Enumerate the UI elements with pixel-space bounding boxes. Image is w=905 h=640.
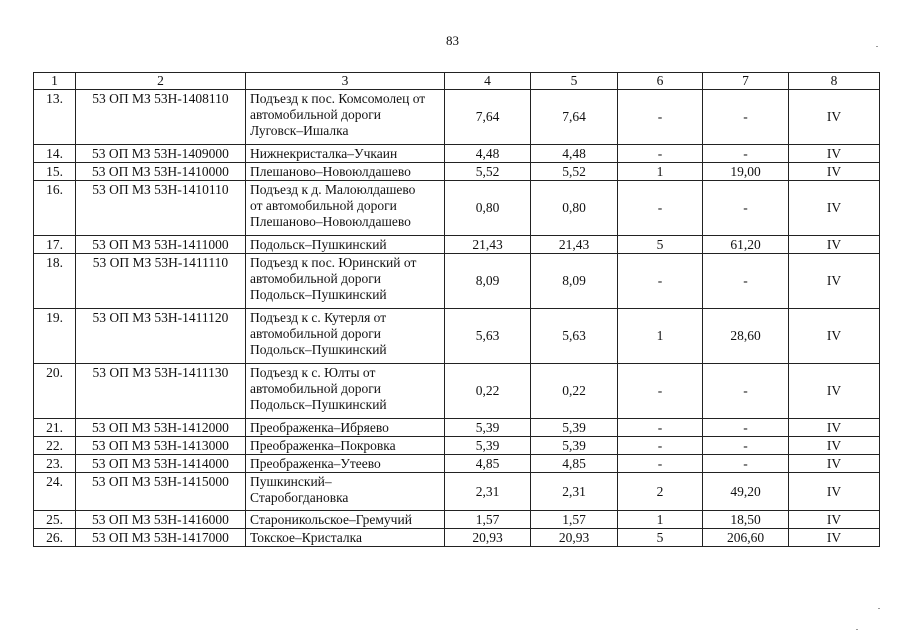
- table-row: [34, 364, 880, 419]
- bridge-count: 1: [618, 309, 703, 364]
- bridge-count: 5: [618, 236, 703, 254]
- row-number: 21.: [34, 419, 76, 437]
- road-name-line: Преображенка–Ибряево: [250, 420, 389, 435]
- road-code: 53 ОП МЗ 53Н-1411120: [76, 309, 246, 364]
- row-number: 13.: [34, 90, 76, 145]
- road-name: [246, 511, 445, 529]
- bridge-length: -: [703, 419, 789, 437]
- column-number: 3: [246, 73, 445, 90]
- road-length: 5,39: [445, 437, 531, 455]
- road-length: 20,93: [445, 529, 531, 547]
- row-number: 19.: [34, 309, 76, 364]
- table-row: [34, 455, 880, 473]
- road-category: IV: [789, 419, 880, 437]
- road-code: 53 ОП МЗ 53Н-1410110: [76, 181, 246, 236]
- row-number: 18.: [34, 254, 76, 309]
- regional-length: 5,52: [531, 163, 618, 181]
- row-number: 15.: [34, 163, 76, 181]
- regional-length: 5,39: [531, 419, 618, 437]
- road-name: [246, 181, 445, 236]
- roads-table: [33, 72, 880, 547]
- road-length: 4,85: [445, 455, 531, 473]
- road-name-line: Луговск–Ишалка: [250, 123, 349, 138]
- road-category: IV: [789, 437, 880, 455]
- road-category: IV: [789, 145, 880, 163]
- road-code: 53 ОП МЗ 53Н-1411000: [76, 236, 246, 254]
- regional-length: 5,39: [531, 437, 618, 455]
- road-name-line: Преображенка–Утеево: [250, 456, 381, 471]
- road-category: IV: [789, 90, 880, 145]
- road-name-line: автомобильной дороги: [250, 326, 381, 341]
- column-number: 8: [789, 73, 880, 90]
- bridge-count: -: [618, 437, 703, 455]
- regional-length: 0,80: [531, 181, 618, 236]
- road-code: 53 ОП МЗ 53Н-1412000: [76, 419, 246, 437]
- road-category: IV: [789, 364, 880, 419]
- scan-speck: [876, 46, 878, 47]
- road-length: 0,80: [445, 181, 531, 236]
- road-length: 1,57: [445, 511, 531, 529]
- road-name: [246, 529, 445, 547]
- page-number: 83: [446, 33, 459, 48]
- road-name: [246, 473, 445, 511]
- road-name: [246, 90, 445, 145]
- road-name-line: Подъезд к с. Юлты от: [250, 365, 376, 380]
- road-code: 53 ОП МЗ 53Н-1411130: [76, 364, 246, 419]
- bridge-length: -: [703, 145, 789, 163]
- row-number: 24.: [34, 473, 76, 511]
- road-name-line: Староникольское–Гремучий: [250, 512, 412, 527]
- road-category: IV: [789, 181, 880, 236]
- road-code: 53 ОП МЗ 53Н-1413000: [76, 437, 246, 455]
- road-name: [246, 254, 445, 309]
- scan-speck: [878, 608, 880, 609]
- bridge-count: 1: [618, 163, 703, 181]
- table-row: [34, 163, 880, 181]
- regional-length: 20,93: [531, 529, 618, 547]
- road-name-line: Пушкинский–: [250, 474, 332, 489]
- road-code: 53 ОП МЗ 53Н-1410000: [76, 163, 246, 181]
- road-name: [246, 437, 445, 455]
- road-category: IV: [789, 254, 880, 309]
- road-name-line: Токское–Кристалка: [250, 530, 362, 545]
- bridge-length: 18,50: [703, 511, 789, 529]
- bridge-count: 5: [618, 529, 703, 547]
- regional-length: 1,57: [531, 511, 618, 529]
- road-category: IV: [789, 529, 880, 547]
- road-name-line: Нижнекристалка–Учкаин: [250, 146, 398, 161]
- column-number: 4: [445, 73, 531, 90]
- scan-speck: [856, 629, 858, 630]
- bridge-count: 2: [618, 473, 703, 511]
- road-length: 7,64: [445, 90, 531, 145]
- regional-length: 4,85: [531, 455, 618, 473]
- road-name-line: Подъезд к пос. Юринский от: [250, 255, 417, 270]
- road-category: IV: [789, 455, 880, 473]
- road-name: [246, 419, 445, 437]
- road-length: 2,31: [445, 473, 531, 511]
- bridge-length: 49,20: [703, 473, 789, 511]
- road-code: 53 ОП МЗ 53Н-1417000: [76, 529, 246, 547]
- regional-length: 0,22: [531, 364, 618, 419]
- road-name: [246, 145, 445, 163]
- road-name-line: Подольск–Пушкинский: [250, 237, 387, 252]
- regional-length: 2,31: [531, 473, 618, 511]
- road-name-line: автомобильной дороги: [250, 271, 381, 286]
- bridge-length: 61,20: [703, 236, 789, 254]
- road-category: IV: [789, 163, 880, 181]
- table-row: [34, 511, 880, 529]
- regional-length: 5,63: [531, 309, 618, 364]
- bridge-length: 28,60: [703, 309, 789, 364]
- bridge-length: -: [703, 455, 789, 473]
- road-name-line: Подъезд к с. Кутерля от: [250, 310, 387, 325]
- column-number: 6: [618, 73, 703, 90]
- road-length: 8,09: [445, 254, 531, 309]
- road-name-line: Плешаново–Новоюлдашево: [250, 214, 411, 229]
- column-number: 1: [34, 73, 76, 90]
- road-name-line: от автомобильной дороги: [250, 198, 397, 213]
- row-number: 14.: [34, 145, 76, 163]
- road-name: [246, 309, 445, 364]
- regional-length: 4,48: [531, 145, 618, 163]
- row-number: 20.: [34, 364, 76, 419]
- road-name: [246, 236, 445, 254]
- regional-length: 8,09: [531, 254, 618, 309]
- road-code: 53 ОП МЗ 53Н-1414000: [76, 455, 246, 473]
- road-length: 5,52: [445, 163, 531, 181]
- table-row: [34, 145, 880, 163]
- table-row: [34, 181, 880, 236]
- road-name-line: Подольск–Пушкинский: [250, 287, 387, 302]
- bridge-length: -: [703, 364, 789, 419]
- bridge-count: -: [618, 145, 703, 163]
- table-row: [34, 236, 880, 254]
- column-number: 2: [76, 73, 246, 90]
- road-name-line: автомобильной дороги: [250, 381, 381, 396]
- road-name-line: Преображенка–Покровка: [250, 438, 396, 453]
- row-number: 23.: [34, 455, 76, 473]
- road-length: 5,63: [445, 309, 531, 364]
- column-number: 5: [531, 73, 618, 90]
- road-length: 5,39: [445, 419, 531, 437]
- row-number: 17.: [34, 236, 76, 254]
- road-code: 53 ОП МЗ 53Н-1408110: [76, 90, 246, 145]
- road-category: IV: [789, 473, 880, 511]
- road-length: 4,48: [445, 145, 531, 163]
- road-name-line: Плешаново–Новоюлдашево: [250, 164, 411, 179]
- bridge-count: -: [618, 181, 703, 236]
- bridge-length: -: [703, 437, 789, 455]
- bridge-count: 1: [618, 511, 703, 529]
- table-row: [34, 473, 880, 511]
- road-name-line: Подъезд к пос. Комсомолец от: [250, 91, 426, 106]
- row-number: 22.: [34, 437, 76, 455]
- bridge-length: -: [703, 181, 789, 236]
- road-name-line: Подольск–Пушкинский: [250, 342, 387, 357]
- road-category: IV: [789, 309, 880, 364]
- bridge-length: -: [703, 254, 789, 309]
- column-number: 7: [703, 73, 789, 90]
- table-row: [34, 529, 880, 547]
- road-length: 0,22: [445, 364, 531, 419]
- bridge-length: -: [703, 90, 789, 145]
- bridge-length: 206,60: [703, 529, 789, 547]
- table-row: [34, 90, 880, 145]
- road-code: 53 ОП МЗ 53Н-1415000: [76, 473, 246, 511]
- row-number: 25.: [34, 511, 76, 529]
- road-code: 53 ОП МЗ 53Н-1409000: [76, 145, 246, 163]
- table-row: [34, 254, 880, 309]
- road-code: 53 ОП МЗ 53Н-1411110: [76, 254, 246, 309]
- road-category: IV: [789, 236, 880, 254]
- regional-length: 7,64: [531, 90, 618, 145]
- bridge-count: -: [618, 90, 703, 145]
- table-row: [34, 437, 880, 455]
- table-row: [34, 309, 880, 364]
- road-name: [246, 364, 445, 419]
- road-name-line: Подольск–Пушкинский: [250, 397, 387, 412]
- table-row: [34, 419, 880, 437]
- bridge-count: -: [618, 254, 703, 309]
- road-name: [246, 163, 445, 181]
- bridge-length: 19,00: [703, 163, 789, 181]
- row-number: 26.: [34, 529, 76, 547]
- row-number: 16.: [34, 181, 76, 236]
- road-name: [246, 455, 445, 473]
- road-name-line: Старобогдановка: [250, 490, 349, 505]
- road-name-line: автомобильной дороги: [250, 107, 381, 122]
- road-category: IV: [789, 511, 880, 529]
- bridge-count: -: [618, 419, 703, 437]
- road-code: 53 ОП МЗ 53Н-1416000: [76, 511, 246, 529]
- bridge-count: -: [618, 455, 703, 473]
- column-number-row: [34, 73, 880, 90]
- road-name-line: Подъезд к д. Малоюлдашево: [250, 182, 416, 197]
- road-length: 21,43: [445, 236, 531, 254]
- regional-length: 21,43: [531, 236, 618, 254]
- bridge-count: -: [618, 364, 703, 419]
